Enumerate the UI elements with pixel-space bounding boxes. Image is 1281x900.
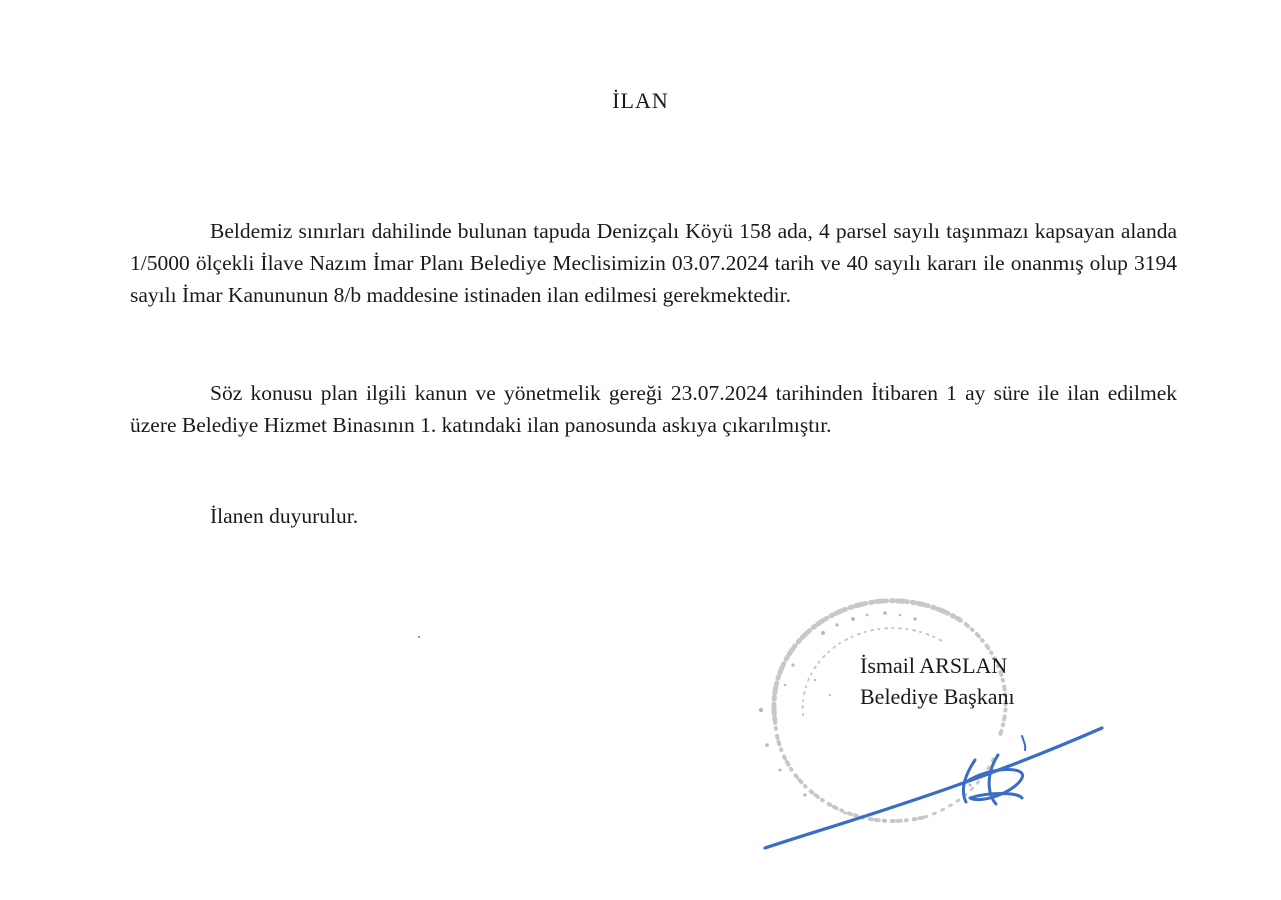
document-title: İLAN bbox=[612, 88, 669, 113]
signatory-block bbox=[860, 650, 1015, 712]
announcement-paragraph-2: Söz konusu plan ilgili kanun ve yönetmelik gereği 23.07.2024 tarihinden İtibaren 1 ay süre ile ilan edilmek üzere Belediye Hizmet Binasının 1. katındaki ilan panosunda askıya çıkarılmıştır. bbox=[130, 381, 1177, 437]
signatory-name: İsmail ARSLAN bbox=[860, 653, 1008, 678]
closing-line: İlanen duyurulur. bbox=[210, 504, 359, 528]
handwritten-signature bbox=[760, 720, 1110, 860]
announcement-paragraph-1: Beldemiz sınırları dahilinde bulunan tapuda Denizçalı Köyü 158 ada, 4 parsel sayılı taşınmazı kapsayan alanda 1/5000 ölçekli İlave Nazım İmar Planı Belediye Meclisimizin 03.07.2024 tarih ve 40 sayılı kararı ile onanmış olup 3194 sayılı İmar Kanununun 8/b maddesine istinaden ilan edilmesi gerekmektedir. bbox=[130, 219, 1177, 307]
signatory-title: Belediye Başkanı bbox=[860, 684, 1015, 709]
scan-speck bbox=[418, 636, 420, 638]
